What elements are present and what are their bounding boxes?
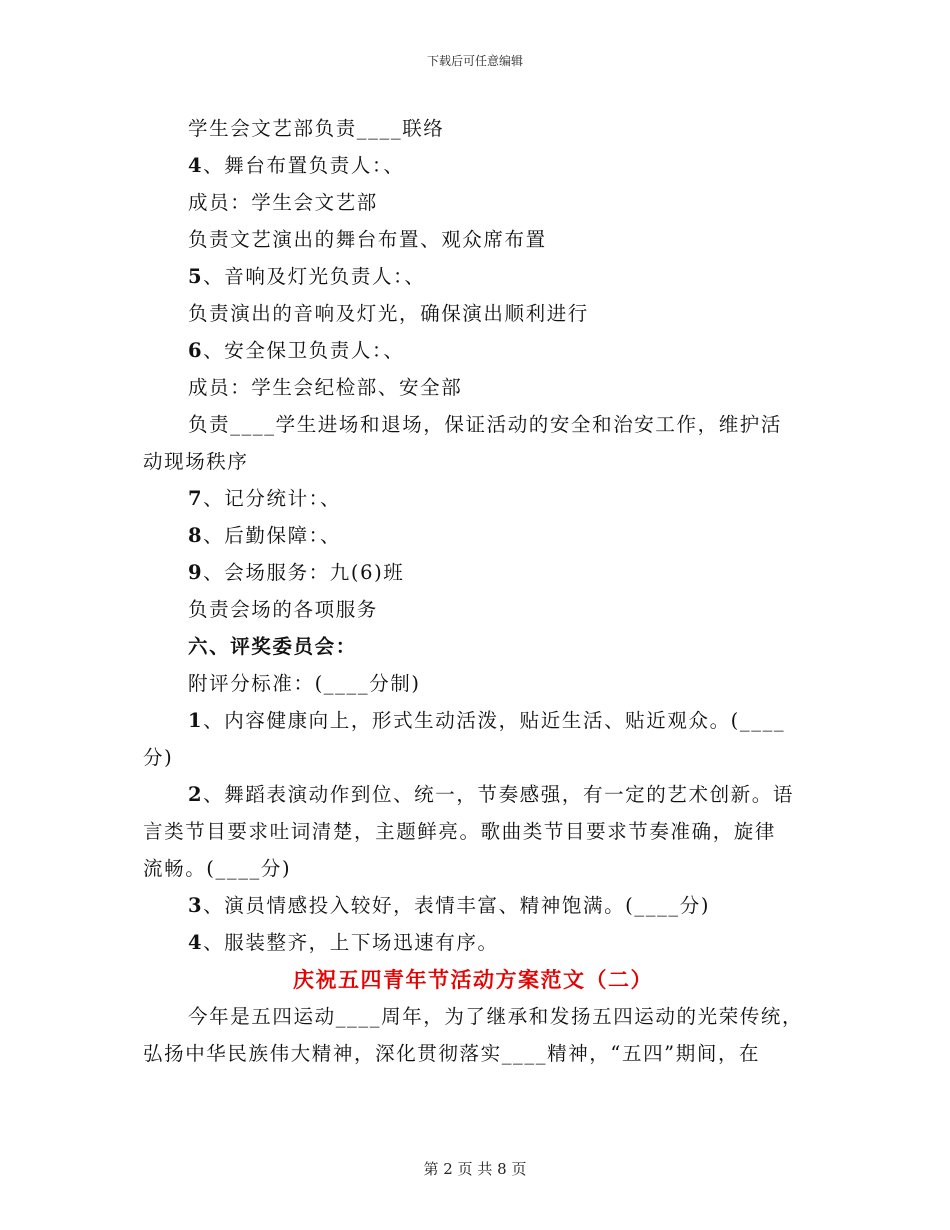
list-number: 3 (188, 894, 204, 917)
paragraph-line: 弘扬中华民族伟大精神，深化贯彻落实____精神，“五四”期间，在 (143, 1042, 761, 1065)
paragraph-line: 学生会文艺部负责____联络 (188, 117, 445, 140)
paragraph-line: 动现场秩序 (143, 450, 249, 473)
paragraph-line: 今年是五四运动____周年，为了继承和发扬五四运动的光荣传统， (188, 1005, 804, 1028)
paragraph-line: 流畅。(____分) (143, 857, 292, 880)
list-item-stage: 4、舞台布置负责人：、 (188, 154, 405, 177)
list-number: 6 (188, 339, 204, 362)
criteria-item-1: 1、内容健康向上，形式生动活泼，贴近生活、贴近观众。(____ (188, 709, 786, 732)
paragraph-line: 负责会场的各项服务 (188, 598, 378, 621)
paragraph-line: 负责____学生进场和退场，保证活动的安全和治安工作，维护活 (188, 413, 783, 436)
paragraph-line: 分) (143, 746, 174, 769)
paragraph-line: 负责演出的音响及灯光，确保演出顺利进行 (188, 302, 589, 325)
list-item-sound: 5、音响及灯光负责人：、 (188, 265, 426, 288)
page-number: 第 2 页 共 8 页 (423, 1160, 527, 1178)
list-number: 9 (188, 561, 204, 584)
list-number: 2 (188, 783, 204, 806)
list-item-logistics: 8、后勤保障：、 (188, 524, 342, 547)
list-item-security: 6、安全保卫负责人：、 (188, 339, 405, 362)
list-number: 5 (188, 265, 204, 288)
page-header-note: 下载后可任意编辑 (426, 54, 523, 68)
list-item-venue: 9、会场服务：九(6)班 (188, 561, 405, 584)
list-number: 4 (188, 931, 204, 954)
list-item-scoring: 7、记分统计：、 (188, 487, 342, 510)
criteria-item-3: 3、演员情感投入较好，表情丰富、精神饱满。(____分) (188, 894, 711, 917)
paragraph-line: 附评分标准：(____分制) (188, 672, 421, 695)
criteria-item-2: 2、舞蹈表演动作到位、统一，节奏感强，有一定的艺术创新。语 (188, 783, 794, 806)
list-number: 8 (188, 524, 204, 547)
criteria-item-4: 4、服装整齐，上下场迅速有序。 (188, 931, 499, 954)
section-title: 庆祝五四青年节活动方案范文（二） (293, 967, 653, 992)
list-number: 1 (188, 709, 204, 732)
paragraph-line: 成员：学生会文艺部 (188, 191, 378, 214)
list-number: 4 (188, 154, 204, 177)
paragraph-line: 成员：学生会纪检部、安全部 (188, 376, 463, 399)
section-heading-jury: 六、评奖委员会： (188, 635, 357, 658)
paragraph-line: 负责文艺演出的舞台布置、观众席布置 (188, 228, 547, 251)
list-number: 7 (188, 487, 204, 510)
paragraph-line: 言类节目要求吐词清楚，主题鲜亮。歌曲类节目要求节奏准确，旋律 (143, 820, 777, 843)
